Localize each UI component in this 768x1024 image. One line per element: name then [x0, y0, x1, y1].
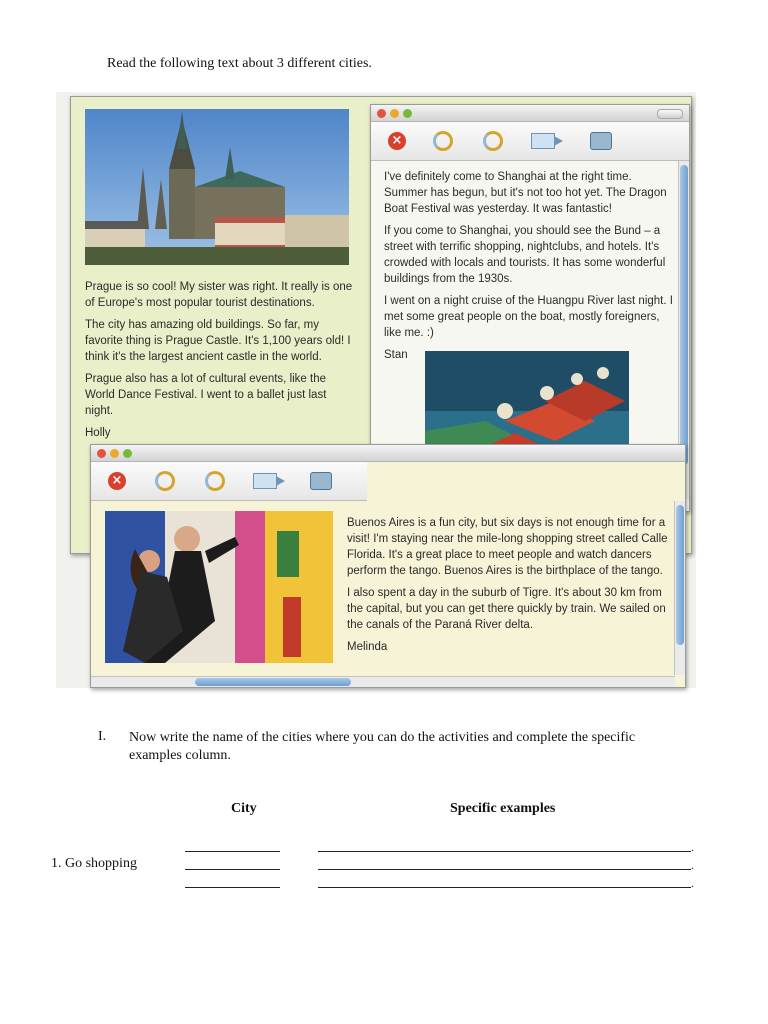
forward-arrow-icon — [205, 471, 225, 491]
line-end-period: . — [691, 840, 694, 854]
title-bar — [371, 105, 689, 122]
back-button[interactable] — [153, 470, 177, 492]
forward-button[interactable] — [203, 470, 227, 492]
question-instruction: Now write the name of the cities where you can do the activities and complete the specific examples column. — [129, 730, 636, 763]
paragraph: I've definitely come to Shanghai at the right time. Summer has begun, but it's not too hot yet. The Dragon Boat Festival was yesterday. It was fantastic! — [384, 171, 667, 215]
close-icon: × — [388, 132, 406, 150]
paragraph: I went on a night cruise of the Huangpu River last night. I met some great people on the boat, mostly foreigners, like me. :) — [384, 295, 673, 339]
paragraph: Buenos Aires is a fun city, but six days is not enough time for a visit! I'm staying near the mile-long shopping street called Calle Florida. It's a great place to meet people and watch dancers perform the tango. Buenos Aires is the birthplace of the tango. — [347, 517, 668, 577]
toolbar-toggle-icon[interactable] — [657, 109, 683, 119]
close-button[interactable] — [105, 470, 129, 492]
example-answer-line[interactable] — [318, 887, 691, 888]
close-button[interactable] — [385, 130, 409, 152]
line-end-period: . — [691, 876, 694, 890]
minimize-light-icon[interactable] — [110, 449, 119, 458]
forward-button[interactable] — [481, 130, 505, 152]
toolbar — [91, 462, 367, 501]
back-arrow-icon — [433, 131, 453, 151]
instruction-text: Read the following text about 3 different cities. — [107, 56, 372, 71]
minimize-light-icon[interactable] — [390, 109, 399, 118]
signature: Stan — [384, 349, 408, 361]
vertical-scrollbar[interactable] — [674, 501, 685, 675]
city-column-header: City — [231, 801, 257, 816]
mail-send-icon — [531, 133, 555, 149]
buenos-aires-text — [347, 515, 669, 655]
examples-column-header: Specific examples — [450, 801, 556, 816]
paragraph: The city has amazing old buildings. So far, my favorite thing is Prague Castle. It's 1,100 years old! I think it's the largest ancient castle in the world. — [85, 319, 351, 363]
mail-send-icon — [253, 473, 277, 489]
close-icon: × — [108, 472, 126, 490]
example-answer-line[interactable] — [318, 869, 691, 870]
scroll-thumb[interactable] — [680, 165, 688, 465]
print-button[interactable] — [589, 130, 613, 152]
zoom-light-icon[interactable] — [403, 109, 412, 118]
horizontal-scrollbar[interactable] — [91, 676, 675, 687]
shanghai-text — [384, 169, 676, 363]
tango-dancers-photo — [105, 511, 333, 663]
zoom-light-icon[interactable] — [123, 449, 132, 458]
prague-castle-photo — [85, 109, 349, 265]
signature: Holly — [85, 427, 111, 439]
city-answer-line[interactable] — [185, 869, 280, 870]
toolbar — [371, 122, 689, 161]
title-bar — [91, 445, 685, 462]
send-button[interactable] — [253, 470, 277, 492]
paragraph: I also spent a day in the suburb of Tigre. It's about 30 km from the capital, but you can get there quickly by train. We sailed on the canals of the Paraná River delta. — [347, 587, 666, 631]
question-number: I. — [98, 729, 107, 744]
scroll-thumb[interactable] — [195, 678, 351, 686]
activity-row-label: 1. Go shopping — [51, 856, 137, 871]
paragraph: Prague is so cool! My sister was right. It really is one of Europe's most popular tourist destinations. — [85, 281, 353, 309]
city-answer-line[interactable] — [185, 887, 280, 888]
forward-arrow-icon — [483, 131, 503, 151]
line-end-period: . — [691, 858, 694, 872]
printer-icon — [310, 472, 332, 490]
city-answer-line[interactable] — [185, 851, 280, 852]
prague-text — [85, 279, 355, 441]
buenos-aires-window — [90, 444, 686, 688]
close-light-icon[interactable] — [97, 449, 106, 458]
example-answer-line[interactable] — [318, 851, 691, 852]
print-button[interactable] — [309, 470, 333, 492]
printer-icon — [590, 132, 612, 150]
close-light-icon[interactable] — [377, 109, 386, 118]
scroll-thumb[interactable] — [676, 505, 684, 645]
back-button[interactable] — [431, 130, 455, 152]
paragraph: Prague also has a lot of cultural events, like the World Dance Festival. I went to a ballet just last night. — [85, 373, 327, 417]
signature: Melinda — [347, 641, 388, 653]
send-button[interactable] — [531, 130, 555, 152]
back-arrow-icon — [155, 471, 175, 491]
textbook-collage — [56, 92, 696, 688]
paragraph: If you come to Shanghai, you should see the Bund – a street with terrific shopping, nightclubs, and hotels. It's crowded with locals and tourists. It has some wonderful buildings from the 1930s. — [384, 225, 666, 285]
